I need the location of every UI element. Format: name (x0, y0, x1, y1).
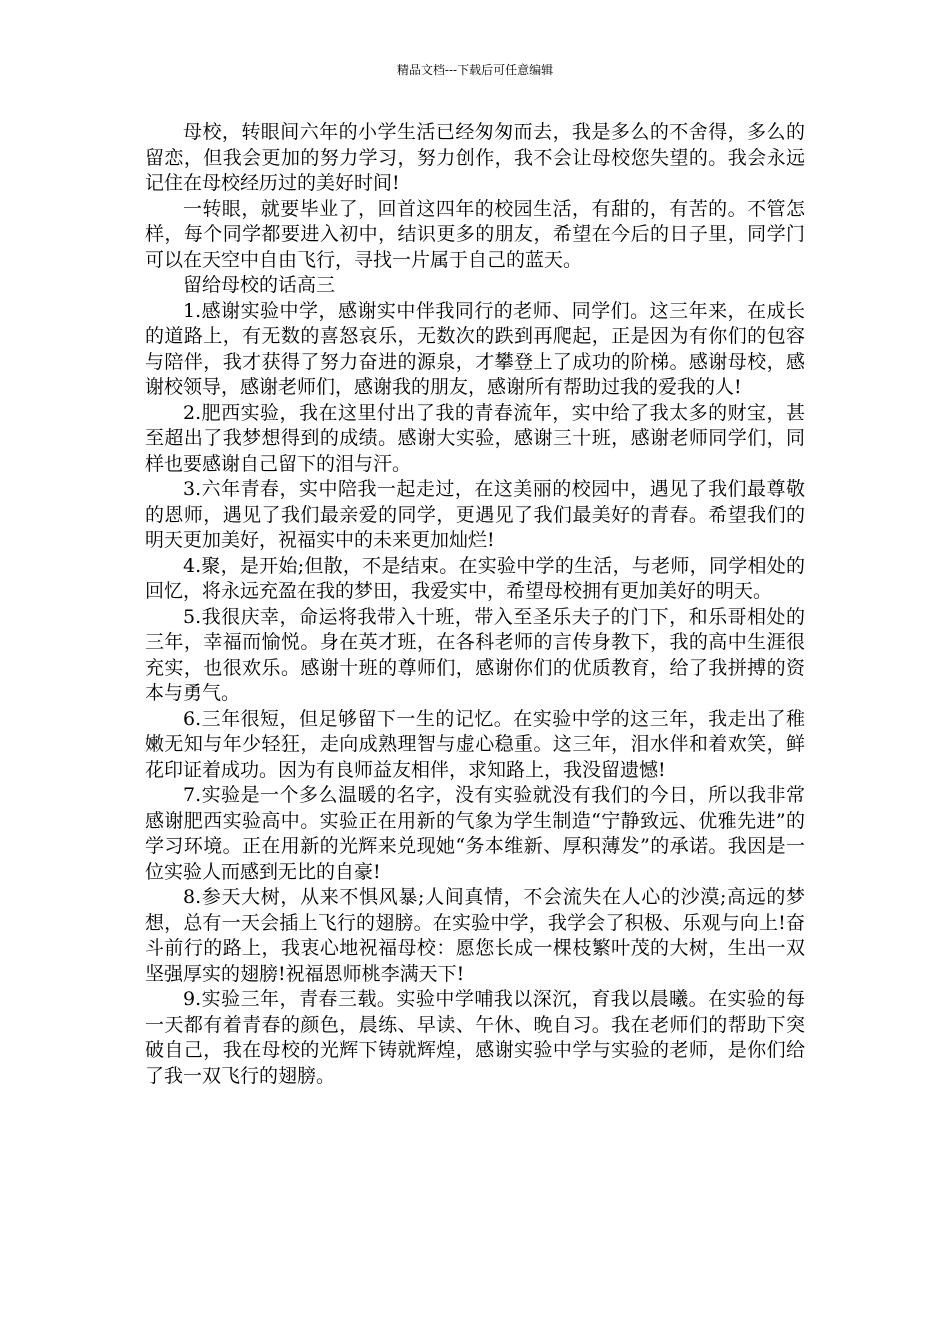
paragraph-item-2: 2.肥西实验，我在这里付出了我的青春流年，实中给了我太多的财宝，甚至超出了我梦想得到的成绩。感谢大实验，感谢三十班，感谢老师同学们，同样也要感谢自己留下的泪与汗。 (145, 401, 805, 475)
paragraph-item-8: 8.参天大树，从来不惧风暴;人间真情，不会流失在人心的沙漠;高远的梦想，总有一天会插上飞行的翅膀。在实验中学，我学会了积极、乐观与向上!奋斗前行的路上，我衷心地祝福母校：愿您长成一棵枝繁叶茂的大树，生出一双坚强厚实的翅膀!祝福恩师桃李满天下! (145, 886, 805, 985)
page-header: 精品文档---下载后可任意编辑 (396, 63, 554, 77)
section-heading: 留给母校的话高三 (183, 274, 336, 296)
document-body (145, 120, 805, 1089)
paragraph-item-9: 9.实验三年，青春三载。实验中学哺我以深沉，育我以晨曦。在实验的每一天都有着青春的颜色，晨练、早读、午休、晚自习。我在老师们的帮助下突破自己，我在母校的光辉下铸就辉煌，感谢实验中学与实验的老师，是你们给了我一双飞行的翅膀。 (145, 988, 805, 1087)
paragraph-item-6: 6.三年很短，但足够留下一生的记忆。在实验中学的这三年，我走出了稚嫩无知与年少轻狂，走向成熟理智与虚心稳重。这三年，泪水伴和着欢笑，鲜花印证着成功。因为有良师益友相伴，求知路上，我没留遗憾! (145, 707, 805, 781)
paragraph-farewell-primary: 母校，转眼间六年的小学生活已经匆匆而去，我是多么的不舍得，多么的留恋，但我会更加的努力学习，努力创作，我不会让母校您失望的。我会永远记住在母校经历过的美好时间! (145, 121, 805, 194)
paragraph-item-1: 1.感谢实验中学，感谢实中伴我同行的老师、同学们。这三年来，在成长的道路上，有无数的喜怒哀乐，无数次的跌到再爬起，正是因为有你们的包容与陪伴，我才获得了努力奋进的源泉，才攀登上了成功的阶梯。感谢母校，感谢校领导，感谢老师们，感谢我的朋友，感谢所有帮助过我的爱我的人! (145, 299, 805, 398)
paragraph-item-7: 7.实验是一个多么温暖的名字，没有实验就没有我们的今日，所以我非常感谢肥西实验高中。实验正在用新的气象为学生制造“宁静致远、优雅先进”的学习环境。正在用新的光辉来兑现她“务本维新、厚积薄发”的承诺。我因是一位实验人而感到无比的自豪! (145, 784, 805, 883)
paragraph-graduation: 一转眼，就要毕业了，回首这四年的校园生活，有甜的，有苦的。不管怎样，每个同学都要进入初中，结识更多的朋友，希望在今后的日子里，同学门可以在天空中自由飞行，寻找一片属于自己的蓝天。 (145, 197, 805, 271)
paragraph-item-5: 5.我很庆幸，命运将我带入十班，带入至圣乐夫子的门下，和乐哥相处的三年，幸福而愉悦。身在英才班，在各科老师的言传身教下，我的高中生涯很充实，也很欢乐。感谢十班的尊师们，感谢你们的优质教育，给了我拼搏的资本与勇气。 (145, 605, 805, 704)
paragraph-item-4: 4.聚，是开始;但散，不是结束。在实验中学的生活，与老师，同学相处的回忆，将永远充盈在我的梦田，我爱实中，希望母校拥有更加美好的明天。 (145, 554, 805, 602)
paragraph-item-3: 3.六年青春，实中陪我一起走过，在这美丽的校园中，遇见了我们最尊敬的恩师，遇见了我们最亲爱的同学，更遇见了我们最美好的青春。希望我们的明天更加美好，祝福实中的未来更加灿烂! (145, 478, 805, 551)
